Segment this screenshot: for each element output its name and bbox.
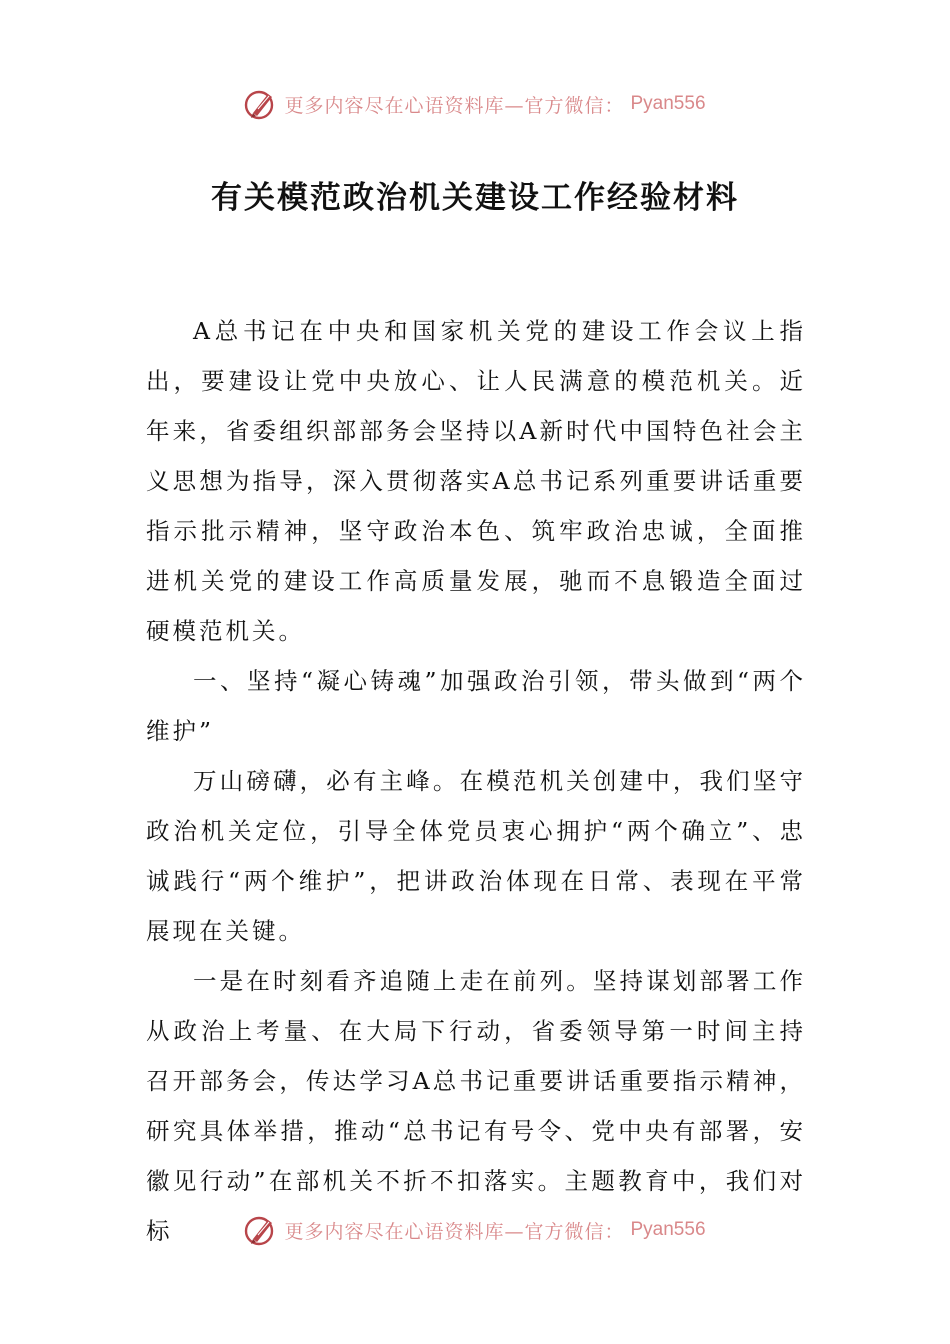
footer-watermark	[0, 1208, 950, 1252]
paragraph-intro: A总书记在中央和国家机关党的建设工作会议上指出，要建设让党中央放心、让人民满意的模范机关。近年来，省委组织部部务会坚持以A新时代中国特色社会主义思想为指导，深入贯彻落实A总书记系列重要讲话重要指示批示精神，坚守政治本色、筑牢政治忠诚，全面推进机关党的建设工作高质量发展，驰而不息锻造全面过硬模范机关。	[146, 317, 806, 645]
watermark-text: 更多内容尽在心语资料库—官方微信：	[284, 1220, 625, 1243]
paragraph-section-1-lead: 万山磅礴，必有主峰。在模范机关创建中，我们坚守政治机关定位，引导全体党员衷心拥护“两个确立”、忠诚践行“两个维护”，把讲政治体现在日常、表现在平常展现在关键。	[146, 767, 806, 945]
paragraph-point-1: 一是在时刻看齐追随上走在前列。坚持谋划部署工作从政治上考量、在大局下行动，省委领导第一时间主持召开部务会，传达学习A总书记重要讲话重要指示精神，研究具体举措，推动“总书记有号令、党中央有部署，安徽见行动”在部机关不折不扣落实。主题教育中，我们对标	[146, 967, 806, 1245]
header-watermark	[0, 82, 950, 126]
watermark-text: 更多内容尽在心语资料库—官方微信：	[284, 94, 625, 117]
document-body	[146, 306, 806, 1256]
document-title: 有关模范政治机关建设工作经验材料	[211, 180, 739, 216]
watermark-wechat-id: Pyan556	[630, 93, 706, 114]
fountain-pen-circle-icon	[244, 87, 278, 121]
fountain-pen-circle-icon	[244, 1213, 278, 1247]
section-heading-1: 一、坚持“凝心铸魂”加强政治引领，带头做到“两个维护”	[146, 667, 806, 745]
watermark-wechat-id: Pyan556	[630, 1219, 706, 1240]
